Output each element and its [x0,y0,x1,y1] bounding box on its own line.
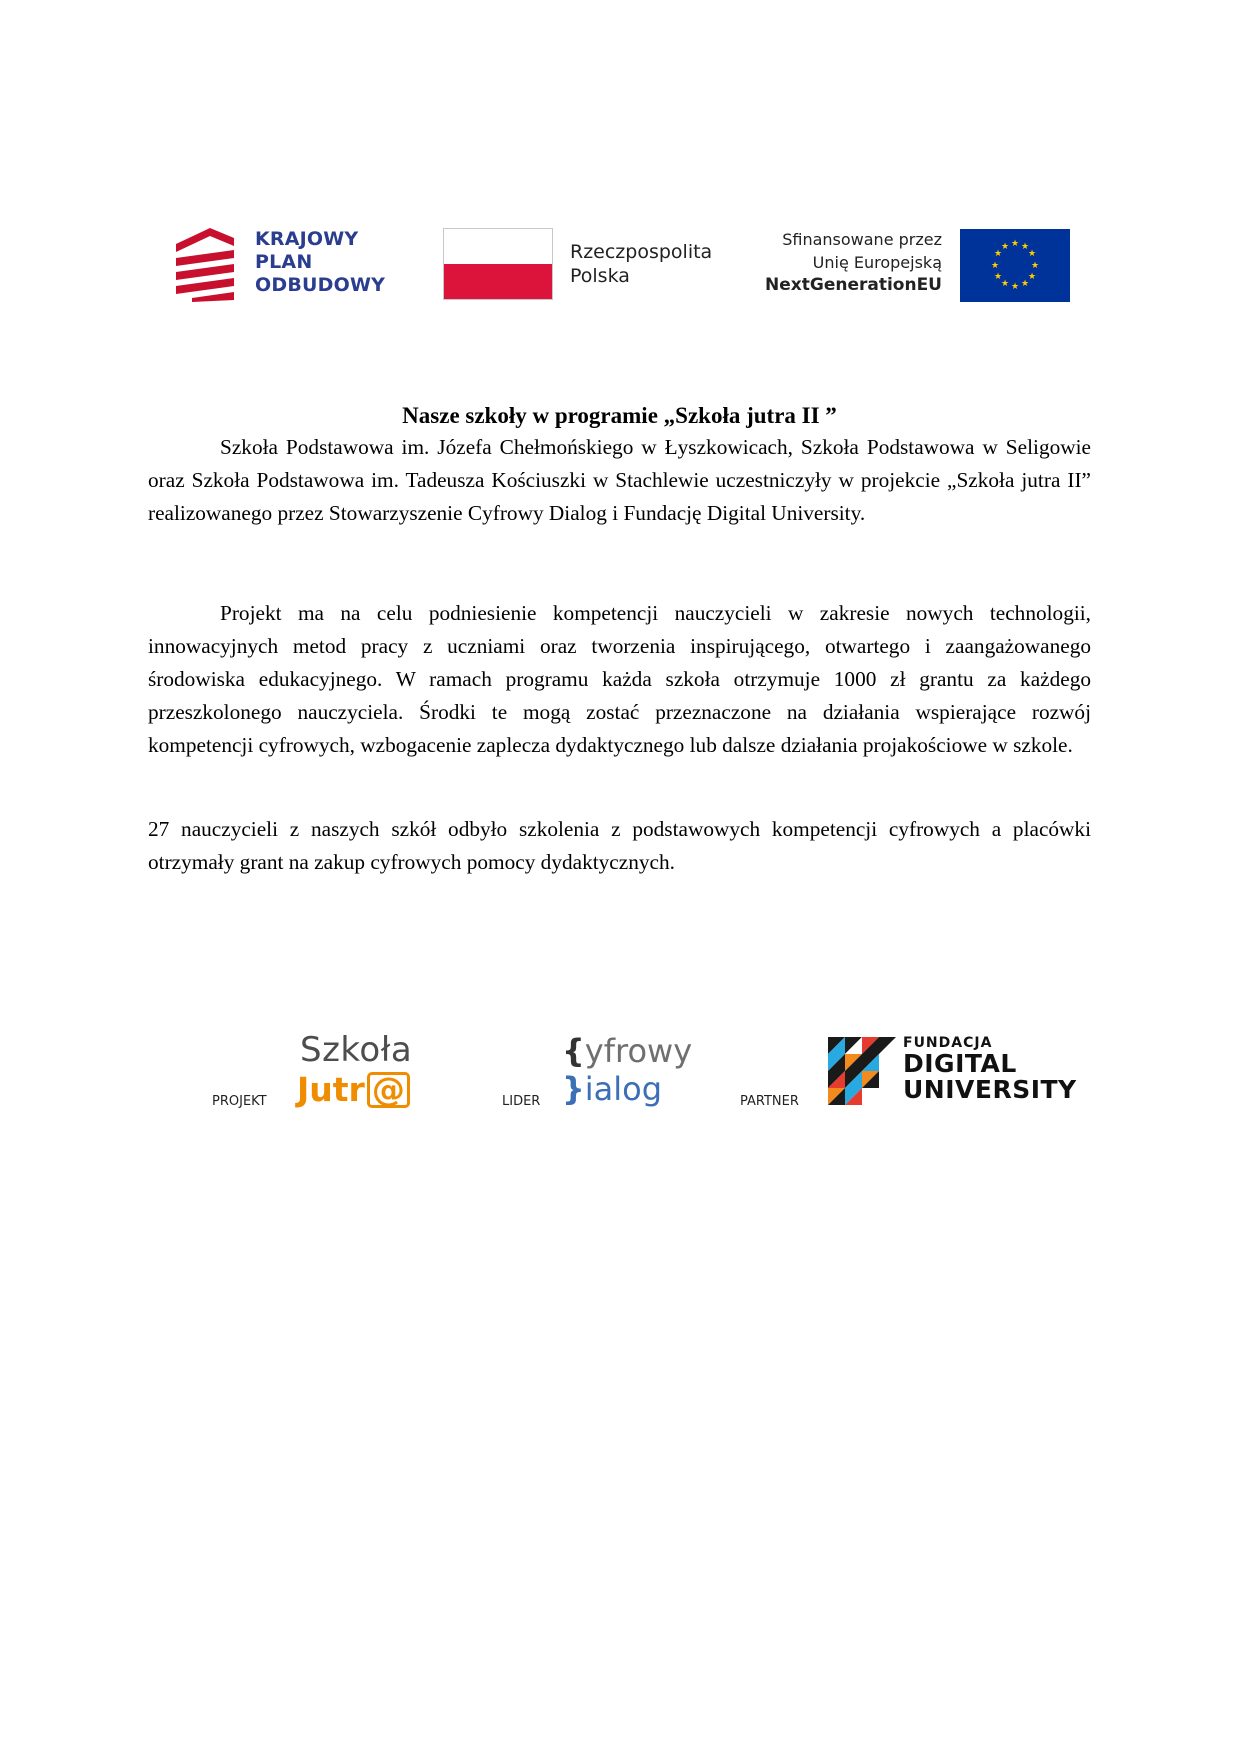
eu-flag-icon [960,229,1070,302]
dialog-text: ialog [584,1070,663,1108]
eu-line3: NextGenerationEU [765,275,942,295]
szkola-jutra-top: Szkoła [300,1030,413,1070]
svg-text:★: ★ [1010,239,1020,249]
svg-text:★: ★ [990,261,1000,271]
article-title: Nasze szkoły w programie „Szkoła jutra II ” [402,403,837,428]
paragraph-1: Szkoła Podstawowa im. Józefa Chełmońskiego w Łyszkowicach, Szkoła Podstawowa w Seligowie oraz Szkoła Podstawowa im. Tadeusza Kościuszki w Stachlewie uczestniczyły w projekcie „Szkoła jutra II” realizowanego przez Stowarzyszenie Cyfrowy Dialog i Fundację Digital University. [148,435,1091,525]
brace-close-icon: } [562,1070,585,1108]
kpo-line1: KRAJOWY [255,228,359,250]
svg-text:★: ★ [1027,272,1037,282]
digital-university-symbol-icon [828,1037,896,1105]
szkola-jutra-bottom: Jutr [297,1070,365,1109]
rp-line1: Rzeczpospolita [570,241,713,263]
cyfrowy-text: yfrowy [584,1032,693,1070]
brace-open-icon: { [562,1032,585,1070]
svg-text:★: ★ [993,272,1003,282]
rp-line2: Polska [570,265,630,287]
eu-line1: Sfinansowane przez [782,230,942,249]
polish-flag-icon [443,228,553,300]
du-line1: FUNDACJA [903,1035,993,1051]
lider-label: LIDER [502,1094,541,1109]
paragraph-2: Projekt ma na celu podniesienie kompetencji nauczycieli w zakresie nowych technologii, innowacyjnych metod pracy z uczniami oraz tworzenia inspirującego, otwartego i zaangażowanego środowiska edukacyjnego. W ramach programu każda szkoła otrzymuje 1000 zł grantu za każdego przeszkolonego nauczyciela. Środki te mogą zostać przeznaczone na działania wspierające rozwój kompetencji cyfrowych, wzbogacenie zaplecza dydaktycznego lub dalsze działania projakościowe w szkole. [148,601,1091,757]
projekt-label: PROJEKT [212,1094,267,1109]
kpo-line2: PLAN [255,251,313,273]
svg-text:★: ★ [993,249,1003,259]
du-line3: UNIVERSITY [903,1075,1077,1104]
partner-label: PARTNER [740,1094,799,1109]
svg-text:★: ★ [1030,261,1040,271]
eu-line2: Unię Europejską [812,253,942,272]
svg-text:★: ★ [1027,249,1037,259]
svg-text:★: ★ [1020,279,1030,289]
kpo-symbol-icon [170,226,240,302]
svg-text:★: ★ [1010,282,1020,292]
svg-text:★: ★ [1000,242,1010,252]
du-line2: DIGITAL [903,1049,1017,1078]
kpo-line3: ODBUDOWY [255,274,386,296]
at-sign-icon: @ [367,1072,410,1108]
svg-text:★: ★ [1000,279,1010,289]
svg-text:★: ★ [1020,242,1030,252]
paragraph-3: 27 nauczycieli z naszych szkół odbyło szkolenia z podstawowych kompetencji cyfrowych a placówki otrzymały grant na zakup cyfrowych pomocy dydaktycznych. [148,817,1091,874]
